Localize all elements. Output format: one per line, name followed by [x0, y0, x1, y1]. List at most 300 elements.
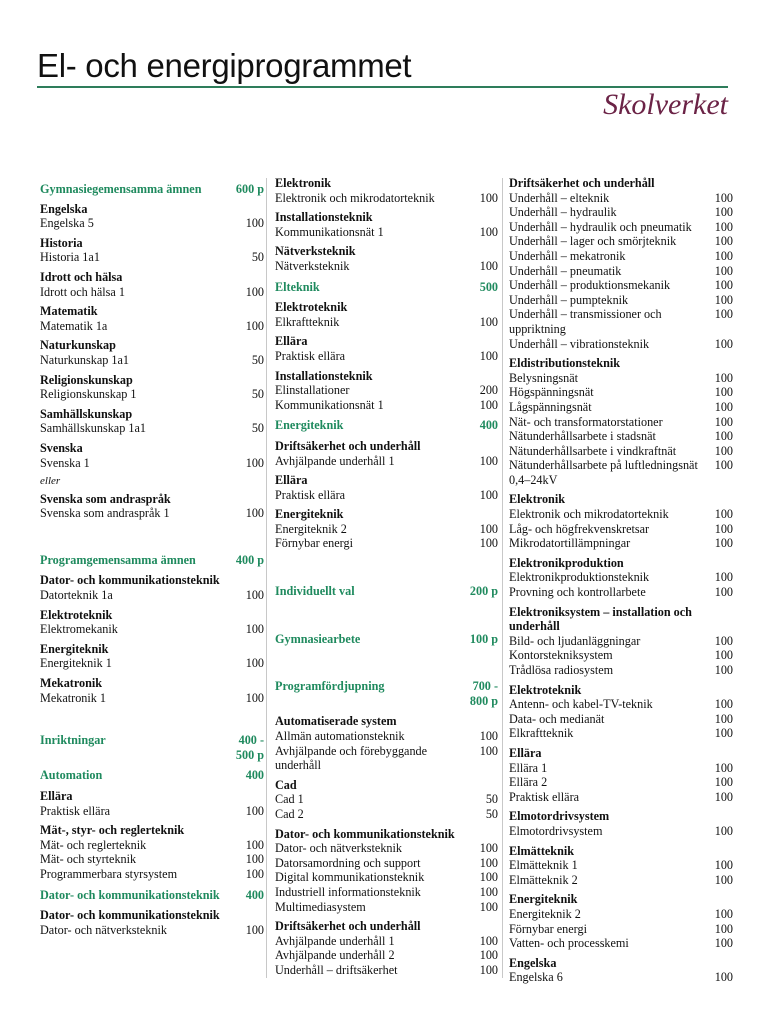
course-name: Bild- och ljudanläggningar — [509, 633, 641, 648]
subject-heading: Nätverksteknik — [275, 244, 356, 259]
course-points: 100 — [479, 487, 498, 502]
section-heading — [275, 679, 498, 708]
subject-heading: Elektronik — [509, 492, 565, 507]
subject-heading: Elektronikproduktion — [509, 555, 624, 570]
section-points: 500 — [479, 279, 498, 294]
course-row — [40, 285, 264, 300]
course-name: Allmän automationsteknik — [275, 729, 405, 744]
course-points: 100 — [714, 370, 733, 385]
subject-heading: Elektroteknik — [40, 607, 113, 622]
course-row — [509, 907, 733, 922]
course-row — [275, 729, 498, 744]
subject-heading: Driftsäkerhet och underhåll — [275, 438, 421, 453]
course-points: 100 — [479, 729, 498, 744]
course-row — [509, 371, 733, 386]
skolverket-logo: Skolverket — [603, 88, 728, 121]
subject-heading: Energiteknik — [40, 641, 109, 656]
course-name: Datorteknik 1a — [40, 588, 113, 603]
course-row — [275, 856, 498, 871]
course-row — [509, 307, 733, 336]
course-name: Data- och medianät — [509, 711, 605, 726]
course-name: Högspänningsnät — [509, 385, 594, 400]
course-name: Cad 2 — [275, 807, 304, 821]
section-points: 400 — [245, 887, 264, 902]
course-name: Avhjälpande underhåll 1 — [275, 453, 395, 468]
course-name: Nät- och transformatorstationer — [509, 414, 663, 429]
course-row — [40, 421, 264, 436]
section-title: Dator- och kommunikationsteknik — [40, 887, 220, 902]
subject-heading: Dator- och kommunikationsteknik — [275, 826, 455, 841]
section-heading — [40, 733, 264, 762]
course-row — [40, 588, 264, 603]
course-points: 100 — [479, 948, 498, 963]
course-name: Antenn- och kabel-TV-teknik — [509, 697, 653, 712]
subject-heading: Mekatronik — [40, 676, 103, 691]
course-points: 100 — [714, 585, 733, 600]
course-points: 100 — [714, 414, 733, 429]
course-name: Praktisk ellära — [509, 789, 580, 804]
course-name: Nätunderhållsarbete i vindkraftnät — [509, 443, 677, 458]
subject-heading: Dator- och kommunikationsteknik — [40, 573, 220, 588]
course-points: 100 — [245, 656, 264, 671]
course-points: 100 — [479, 899, 498, 914]
course-name: Elkraftteknik — [275, 314, 340, 329]
course-name: Lågspänningsnät — [509, 399, 592, 414]
subject-heading: Installationsteknik — [275, 210, 373, 225]
course-name: Underhåll – pumpteknik — [509, 292, 629, 307]
course-name: Svenska som andraspråk 1 — [40, 506, 170, 521]
course-row — [275, 191, 498, 206]
course-row — [40, 387, 264, 402]
course-points: 100 — [714, 760, 733, 775]
subject-heading: Engelska — [509, 955, 557, 970]
course-points: 100 — [479, 962, 498, 977]
course-row — [275, 900, 498, 915]
column-divider — [266, 178, 267, 978]
course-name: Energiteknik 1 — [40, 656, 112, 671]
subject-heading: Energiteknik — [275, 507, 344, 522]
course-points: 100 — [714, 385, 733, 400]
course-name: Elektronikproduktionsteknik — [509, 570, 650, 585]
course-row — [509, 663, 733, 678]
course-points: 200 — [479, 383, 498, 398]
course-name: Mikrodatortillämpningar — [509, 536, 631, 551]
course-name: Religionskunskap 1 — [40, 387, 137, 402]
course-row — [275, 841, 498, 856]
course-row — [40, 838, 264, 853]
course-points: 100 — [479, 190, 498, 205]
course-row — [275, 315, 498, 330]
course-name: Underhåll – mekatronik — [509, 248, 626, 263]
course-name: Engelska 6 — [509, 970, 563, 985]
subject-heading: Elmätteknik — [509, 843, 575, 858]
course-row — [509, 385, 733, 400]
course-points: 100 — [479, 521, 498, 536]
course-name: Matematik 1a — [40, 318, 108, 333]
course-row — [275, 349, 498, 364]
course-name: Förnybar energi — [275, 536, 353, 551]
course-points: 100 — [714, 443, 733, 458]
subject-heading: Elektronik — [275, 176, 331, 190]
course-points: 100 — [714, 263, 733, 278]
course-name: Engelska 5 — [40, 216, 94, 231]
page-title: El- och energiprogrammet — [37, 47, 412, 84]
course-points: 100 — [714, 570, 733, 585]
course-name: Trådlösa radiosystem — [509, 663, 614, 677]
subject-heading: Historia — [40, 235, 83, 250]
course-row — [509, 507, 733, 522]
course-points: 100 — [714, 521, 733, 536]
column-1 — [40, 176, 264, 937]
section-heading — [275, 632, 498, 647]
subject-heading: Dator- och kommunikationsteknik — [40, 908, 220, 923]
course-row — [509, 790, 733, 805]
course-points: 100 — [714, 292, 733, 307]
course-points: 100 — [714, 399, 733, 414]
course-row — [509, 293, 733, 308]
course-points: 100 — [245, 866, 264, 881]
subject-heading: Ellära — [275, 473, 308, 488]
course-points: 100 — [245, 803, 264, 818]
subject-heading: Ellära — [275, 334, 308, 349]
course-name: Samhällskunskap 1a1 — [40, 421, 146, 436]
course-points: 100 — [479, 224, 498, 239]
course-row — [509, 458, 733, 487]
course-row — [40, 852, 264, 867]
course-name: Elektronik och mikrodatorteknik — [275, 190, 435, 205]
course-points: 100 — [714, 711, 733, 726]
course-points: 100 — [245, 922, 264, 937]
course-row — [275, 885, 498, 900]
course-row — [275, 398, 498, 413]
course-row — [275, 536, 498, 551]
course-points: 100 — [714, 234, 733, 249]
course-name: Elektromekanik — [40, 622, 118, 637]
course-name: Elmätteknik 2 — [509, 872, 578, 887]
section-points: 400 p — [235, 552, 264, 567]
subject-heading: Eldistributionsteknik — [509, 356, 621, 371]
course-points: 100 — [714, 858, 733, 873]
subject-heading: Religionskunskap — [40, 372, 133, 387]
course-row — [509, 536, 733, 551]
course-row — [509, 570, 733, 585]
course-row — [509, 400, 733, 415]
course-row — [509, 936, 733, 951]
course-name: Idrott och hälsa 1 — [40, 284, 125, 299]
course-points: 100 — [479, 884, 498, 899]
subject-heading: Matematik — [40, 304, 98, 319]
course-name: Dator- och nätverksteknik — [40, 922, 168, 937]
course-row — [40, 353, 264, 368]
course-name: Ellära 2 — [509, 775, 548, 790]
course-name: Vatten- och processkemi — [509, 936, 629, 951]
course-points: 100 — [714, 648, 733, 663]
course-row — [40, 456, 264, 471]
course-row — [275, 488, 498, 503]
course-row — [509, 858, 733, 873]
section-title: Gymnasiearbete — [275, 631, 361, 646]
course-row — [40, 867, 264, 882]
column-divider — [502, 178, 503, 978]
subject-heading: Driftsäkerhet och underhåll — [275, 919, 421, 934]
course-row — [509, 278, 733, 293]
course-name: Underhåll – lager och smörjteknik — [509, 234, 677, 249]
course-name: Naturkunskap 1a1 — [40, 352, 130, 367]
course-points: 50 — [251, 421, 264, 436]
course-name: Praktisk ellära — [40, 803, 111, 818]
subject-heading: Engelska — [40, 201, 88, 216]
course-row — [275, 948, 498, 963]
course-name: Underhåll – driftsäkerhet — [275, 962, 398, 977]
course-row — [275, 792, 498, 807]
section-title: Elteknik — [275, 279, 320, 294]
course-points: 100 — [714, 507, 733, 522]
course-points: 50 — [485, 807, 498, 821]
course-points: 100 — [714, 278, 733, 293]
course-name: Underhåll – hydraulik och pneumatik — [509, 219, 692, 234]
course-points: 100 — [245, 455, 264, 470]
course-points: 100 — [245, 837, 264, 852]
course-name: Underhåll – vibrationsteknik — [509, 336, 650, 351]
course-points: 100 — [714, 536, 733, 551]
course-name: Mät- och styrteknik — [40, 852, 137, 867]
course-name: Programmerbara styrsystem — [40, 866, 178, 881]
course-name: Praktisk ellära — [275, 348, 346, 363]
course-name: Underhåll – transmissioner och uppriktning — [509, 307, 662, 336]
course-points: 100 — [714, 921, 733, 936]
section-points: 100 p — [469, 631, 498, 646]
course-row — [275, 870, 498, 885]
course-name: Nätunderhållsarbete i stadsnät — [509, 429, 656, 444]
course-row — [509, 873, 733, 888]
course-name: Nätunderhållsarbete på luftledningsnät 0,4–24kV — [509, 458, 698, 487]
course-name: Datorsamordning och support — [275, 855, 421, 870]
course-row — [40, 319, 264, 334]
course-name: Elmätteknik 1 — [509, 858, 578, 873]
course-row — [509, 824, 733, 839]
section-title: Gymnasiegemensamma ämnen — [40, 182, 202, 196]
course-name: Praktisk ellära — [275, 487, 346, 502]
course-row — [509, 220, 733, 235]
course-points: 100 — [714, 458, 733, 473]
section-points: 400 — [245, 768, 264, 783]
section-title: Automation — [40, 768, 103, 783]
subject-heading: Cad — [275, 777, 297, 792]
subject-heading: Installationsteknik — [275, 368, 373, 383]
course-points: 100 — [479, 397, 498, 412]
section-points: 700 - 800 p — [469, 679, 498, 708]
section-points: 600 p — [235, 182, 264, 196]
course-row — [509, 264, 733, 279]
course-row — [509, 634, 733, 649]
course-name: Dator- och nätverksteknik — [275, 841, 403, 856]
course-row — [40, 622, 264, 637]
subject-heading: Elektroteknik — [509, 682, 582, 697]
course-points: 100 — [714, 307, 733, 322]
course-row — [509, 970, 733, 985]
course-name: Underhåll – elteknik — [509, 190, 610, 205]
course-points: 100 — [714, 789, 733, 804]
course-row — [509, 415, 733, 430]
course-row — [509, 522, 733, 537]
course-points: 100 — [245, 506, 264, 521]
course-row — [509, 761, 733, 776]
course-name: Avhjälpande underhåll 1 — [275, 933, 395, 948]
subject-heading: Energiteknik — [509, 892, 578, 907]
course-name: Elektronik och mikrodatorteknik — [509, 507, 669, 522]
section-heading — [275, 418, 498, 433]
section-heading — [275, 280, 498, 295]
subject-heading: Svenska som andraspråk — [40, 491, 171, 506]
course-name: Belysningsnät — [509, 370, 579, 385]
course-row — [509, 234, 733, 249]
course-row — [275, 522, 498, 537]
section-heading — [275, 584, 498, 599]
course-name: Kontorstekniksystem — [509, 648, 613, 663]
course-points: 100 — [714, 775, 733, 790]
course-row — [509, 712, 733, 727]
course-name: Mekatronik 1 — [40, 690, 107, 705]
course-points: 100 — [245, 318, 264, 333]
subject-heading: Mät-, styr- och reglerteknik — [40, 823, 185, 838]
course-name: Historia 1a1 — [40, 250, 100, 265]
course-name: Multimediasystem — [275, 899, 366, 914]
course-name: Svenska 1 — [40, 455, 90, 470]
course-row — [40, 923, 264, 938]
course-row — [275, 934, 498, 949]
course-row — [509, 429, 733, 444]
alternative-note: eller — [40, 475, 61, 488]
course-points: 100 — [479, 743, 498, 758]
subject-heading: Elektroniksystem – installation och underhåll — [509, 604, 692, 634]
section-points: 200 p — [469, 584, 498, 599]
column-3 — [509, 176, 733, 985]
column-2 — [275, 176, 498, 978]
course-points: 100 — [714, 336, 733, 351]
course-name: Kommunikationsnät 1 — [275, 224, 384, 239]
section-title: Programgemensamma ämnen — [40, 552, 196, 567]
course-row — [509, 648, 733, 663]
course-points: 50 — [485, 792, 498, 807]
course-name: Underhåll – produktionsmekanik — [509, 278, 671, 293]
course-points: 100 — [245, 588, 264, 603]
section-title: Energiteknik — [275, 418, 344, 433]
course-row — [40, 804, 264, 819]
course-row — [509, 337, 733, 352]
course-points: 100 — [714, 663, 733, 677]
course-name: Nätverksteknik — [275, 258, 350, 273]
course-row — [509, 922, 733, 937]
section-points: 400 — [479, 418, 498, 433]
course-points: 100 — [479, 841, 498, 856]
course-points: 100 — [714, 205, 733, 220]
course-points: 100 — [714, 726, 733, 741]
course-points: 100 — [714, 697, 733, 712]
course-name: Elkraftteknik — [509, 726, 574, 741]
subject-heading: Naturkunskap — [40, 338, 116, 353]
course-name: Digital kommunikationsteknik — [275, 870, 425, 885]
course-points: 100 — [245, 622, 264, 637]
course-row — [40, 691, 264, 706]
course-row — [509, 585, 733, 600]
course-name: Kommunikationsnät 1 — [275, 397, 384, 412]
course-points: 100 — [245, 690, 264, 705]
course-row — [509, 726, 733, 741]
course-name: Avhjälpande underhåll 2 — [275, 948, 395, 963]
course-row — [40, 656, 264, 671]
course-points: 100 — [479, 453, 498, 468]
course-row — [509, 697, 733, 712]
subject-heading: Driftsäkerhet och underhåll — [509, 176, 655, 190]
course-row — [40, 506, 264, 521]
course-row — [509, 191, 733, 206]
course-points: 100 — [479, 314, 498, 329]
course-row — [275, 454, 498, 469]
course-row — [509, 775, 733, 790]
course-points: 100 — [714, 429, 733, 444]
course-row — [275, 225, 498, 240]
course-name: Ellära 1 — [509, 760, 548, 775]
course-points: 100 — [479, 855, 498, 870]
course-points: 100 — [479, 536, 498, 551]
section-title: Programfördjupning — [275, 679, 385, 694]
course-name: Elinstallationer — [275, 383, 350, 398]
course-points: 100 — [245, 284, 264, 299]
course-points: 100 — [714, 633, 733, 648]
course-name: Provning och kontrollarbete — [509, 585, 646, 600]
course-points: 100 — [479, 870, 498, 885]
course-points: 100 — [245, 852, 264, 867]
section-heading — [40, 553, 264, 568]
course-points: 100 — [714, 872, 733, 887]
course-row — [275, 259, 498, 274]
course-points: 50 — [251, 387, 264, 402]
subject-heading: Idrott och hälsa — [40, 269, 123, 284]
subject-heading: Ellära — [40, 789, 73, 803]
course-name: Energiteknik 2 — [275, 521, 347, 536]
course-points: 50 — [251, 352, 264, 367]
course-row — [275, 807, 498, 822]
course-points: 100 — [714, 823, 733, 838]
section-title: Inriktningar — [40, 733, 106, 748]
course-points: 100 — [714, 906, 733, 921]
course-points: 100 — [714, 970, 733, 985]
course-row — [509, 444, 733, 459]
course-points: 100 — [479, 258, 498, 273]
section-heading — [40, 768, 264, 783]
course-points: 100 — [479, 933, 498, 948]
section-heading — [40, 182, 264, 197]
course-row — [275, 744, 498, 773]
course-row — [509, 249, 733, 264]
subject-heading: Svenska — [40, 440, 83, 455]
course-row — [275, 383, 498, 398]
course-name: Energiteknik 2 — [509, 906, 581, 921]
course-row — [40, 216, 264, 231]
subject-heading: Ellära — [509, 745, 542, 760]
course-points: 100 — [714, 936, 733, 951]
subject-heading: Elektroteknik — [275, 300, 348, 315]
course-name: Låg- och högfrekvenskretsar — [509, 521, 650, 536]
course-name: Avhjälpande och förebyggande underhåll — [275, 743, 428, 773]
course-name: Industriell informationsteknik — [275, 884, 421, 899]
subject-heading: Samhällskunskap — [40, 406, 133, 421]
subject-heading: Elmotordrivsystem — [509, 809, 610, 824]
course-name: Underhåll – hydraulik — [509, 205, 617, 220]
course-row — [275, 963, 498, 978]
course-points: 100 — [714, 248, 733, 263]
course-name: Cad 1 — [275, 792, 304, 807]
